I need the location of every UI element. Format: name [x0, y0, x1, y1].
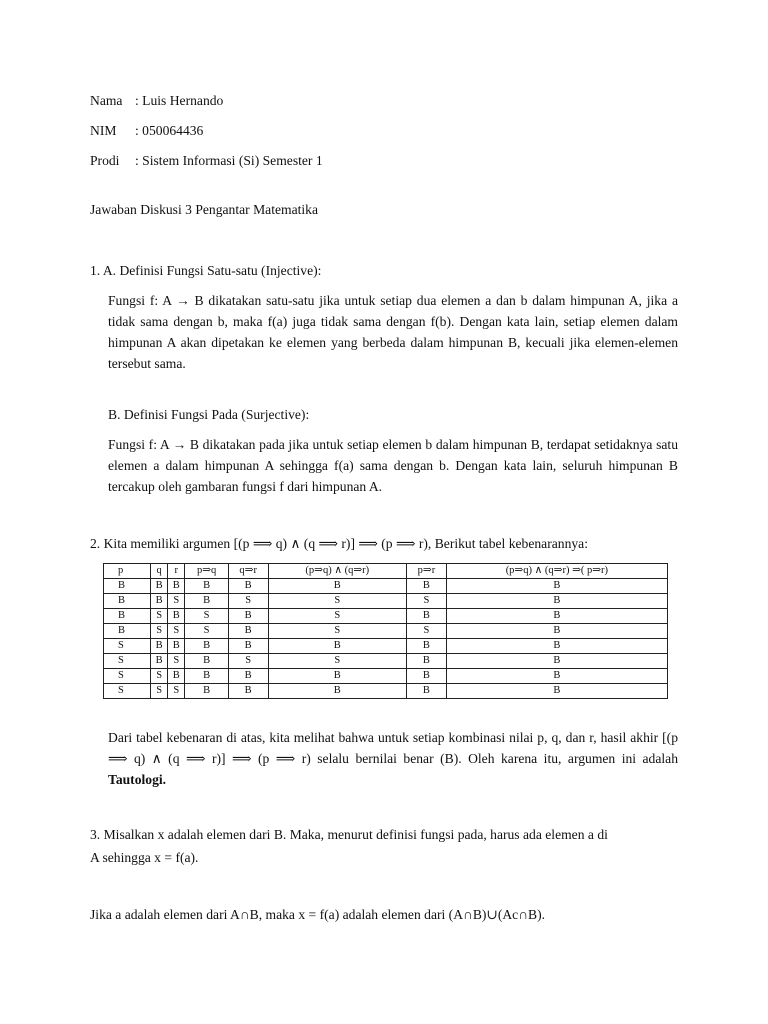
cell: B: [185, 639, 228, 654]
cell: B: [185, 684, 228, 699]
col-header: q⇒r: [228, 564, 268, 579]
cell: B: [446, 654, 667, 669]
cell: S: [407, 624, 447, 639]
cell: B: [151, 594, 168, 609]
cell: B: [407, 639, 447, 654]
cell: B: [228, 639, 268, 654]
cell: B: [407, 609, 447, 624]
cell: B: [168, 579, 185, 594]
prodi-label: Prodi: [90, 153, 120, 168]
prodi-line: [90, 152, 323, 170]
q1b-text: Fungsi f: A → B dikatakan pada jika untuk setiap elemen b dalam himpunan B, terdapat setidaknya satu elemen a dalam himpunan A sehingga f(a) sama dengan b. Dengan kata lain, seluruh himpunan B tercakup oleh gambaran fungsi f dari himpunan A.: [108, 437, 678, 494]
q2-conclusion-bold: Tautologi.: [108, 772, 167, 787]
q3-line3: Jika a adalah elemen dari A∩B, maka x = f(a) adalah elemen dari (A∩B)∪(Ac∩B).: [90, 907, 546, 922]
nim-line: [90, 122, 203, 140]
table-row: [104, 609, 668, 624]
col-header: (p⇒q) ∧ (q⇒r) ⇒( p⇒r): [446, 564, 667, 579]
prodi-value: : Sistem Informasi (Si) Semester 1: [135, 153, 323, 168]
cell: B: [228, 579, 268, 594]
nama-line: [90, 92, 223, 110]
col-header: p⇒r: [407, 564, 447, 579]
q2-conclusion-text: [108, 727, 678, 790]
cell: B: [185, 579, 228, 594]
cell: B: [104, 579, 151, 594]
col-header: (p⇒q) ∧ (q⇒r): [268, 564, 407, 579]
cell: B: [185, 669, 228, 684]
q3-line1: 3. Misalkan x adalah elemen dari B. Maka, menurut definisi fungsi pada, harus ada elemen a di: [90, 827, 608, 842]
cell: B: [185, 654, 228, 669]
cell: S: [104, 654, 151, 669]
q1a-heading: 1. A. Definisi Fungsi Satu-satu (Injective):: [90, 263, 322, 278]
cell: S: [168, 654, 185, 669]
document-title: Jawaban Diskusi 3 Pengantar Matematika: [90, 202, 319, 217]
cell: B: [407, 669, 447, 684]
q2-conclusion-body: Dari tabel kebenaran di atas, kita melihat bahwa untuk setiap kombinasi nilai p, q, dan r, hasil akhir [(p ⟹ q) ∧ (q ⟹ r)] ⟹ (p ⟹ r) selalu bernilai benar (B). Oleh karena itu, argumen ini adalah: [108, 730, 678, 766]
cell: B: [104, 609, 151, 624]
col-header: r: [168, 564, 185, 579]
q2-heading: 2. Kita memiliki argumen [(p ⟹ q) ∧ (q ⟹ r)] ⟹ (p ⟹ r), Berikut tabel kebenarannya:: [90, 536, 588, 551]
table-row: [104, 654, 668, 669]
q2-conclusion: [108, 727, 678, 790]
cell: S: [185, 609, 228, 624]
cell: B: [104, 594, 151, 609]
cell: B: [168, 639, 185, 654]
col-header: q: [151, 564, 168, 579]
cell: S: [151, 609, 168, 624]
cell: B: [446, 594, 667, 609]
cell: S: [104, 669, 151, 684]
cell: S: [185, 624, 228, 639]
cell: B: [407, 579, 447, 594]
nama-label: Nama: [90, 93, 123, 108]
cell: S: [151, 669, 168, 684]
table-row: [104, 579, 668, 594]
cell: S: [151, 624, 168, 639]
cell: S: [268, 654, 407, 669]
cell: S: [104, 639, 151, 654]
cell: B: [151, 579, 168, 594]
table-row: [104, 624, 668, 639]
cell: B: [268, 669, 407, 684]
cell: S: [407, 594, 447, 609]
cell: B: [228, 609, 268, 624]
col-header: p⇒q: [185, 564, 228, 579]
cell: S: [104, 684, 151, 699]
cell: S: [228, 654, 268, 669]
table-row: [104, 594, 668, 609]
cell: B: [228, 624, 268, 639]
cell: B: [151, 639, 168, 654]
cell: B: [268, 579, 407, 594]
cell: B: [446, 579, 667, 594]
cell: S: [151, 684, 168, 699]
cell: S: [268, 594, 407, 609]
cell: S: [228, 594, 268, 609]
nama-value: : Luis Hernando: [135, 93, 224, 108]
table-row: [104, 684, 668, 699]
q1b-heading: B. Definisi Fungsi Pada (Surjective):: [108, 407, 310, 422]
cell: B: [228, 684, 268, 699]
cell: B: [168, 609, 185, 624]
truth-table-body: [104, 579, 668, 699]
cell: B: [268, 684, 407, 699]
table-row: [104, 669, 668, 684]
cell: B: [228, 669, 268, 684]
q1b-body: [108, 434, 678, 497]
cell: B: [168, 669, 185, 684]
cell: B: [268, 639, 407, 654]
q3-line2: A sehingga x = f(a).: [90, 850, 199, 865]
cell: B: [185, 594, 228, 609]
cell: B: [407, 684, 447, 699]
cell: B: [446, 609, 667, 624]
cell: B: [407, 654, 447, 669]
cell: S: [268, 609, 407, 624]
cell: B: [151, 654, 168, 669]
cell: B: [446, 684, 667, 699]
cell: B: [446, 624, 667, 639]
cell: B: [446, 669, 667, 684]
nim-value: : 050064436: [135, 123, 204, 138]
cell: B: [446, 639, 667, 654]
truth-table: [103, 563, 668, 699]
cell: S: [168, 684, 185, 699]
col-header: p: [104, 564, 151, 579]
cell: S: [168, 624, 185, 639]
q1a-body: [108, 290, 678, 374]
cell: B: [104, 624, 151, 639]
q1a-text: Fungsi f: A → B dikatakan satu-satu jika untuk setiap dua elemen a dan b dalam himpunan A, jika a tidak sama dengan b, maka f(a) juga tidak sama dengan f(b). Dengan kata lain, setiap elemen dalam himpunan A akan dipetakan ke elemen yang berbeda dalam himpunan B, kecuali jika elemen-elemen tersebut sama.: [108, 293, 678, 371]
cell: S: [168, 594, 185, 609]
nim-label: NIM: [90, 123, 117, 138]
table-row: [104, 639, 668, 654]
cell: S: [268, 624, 407, 639]
truth-table-header-row: [104, 564, 668, 579]
